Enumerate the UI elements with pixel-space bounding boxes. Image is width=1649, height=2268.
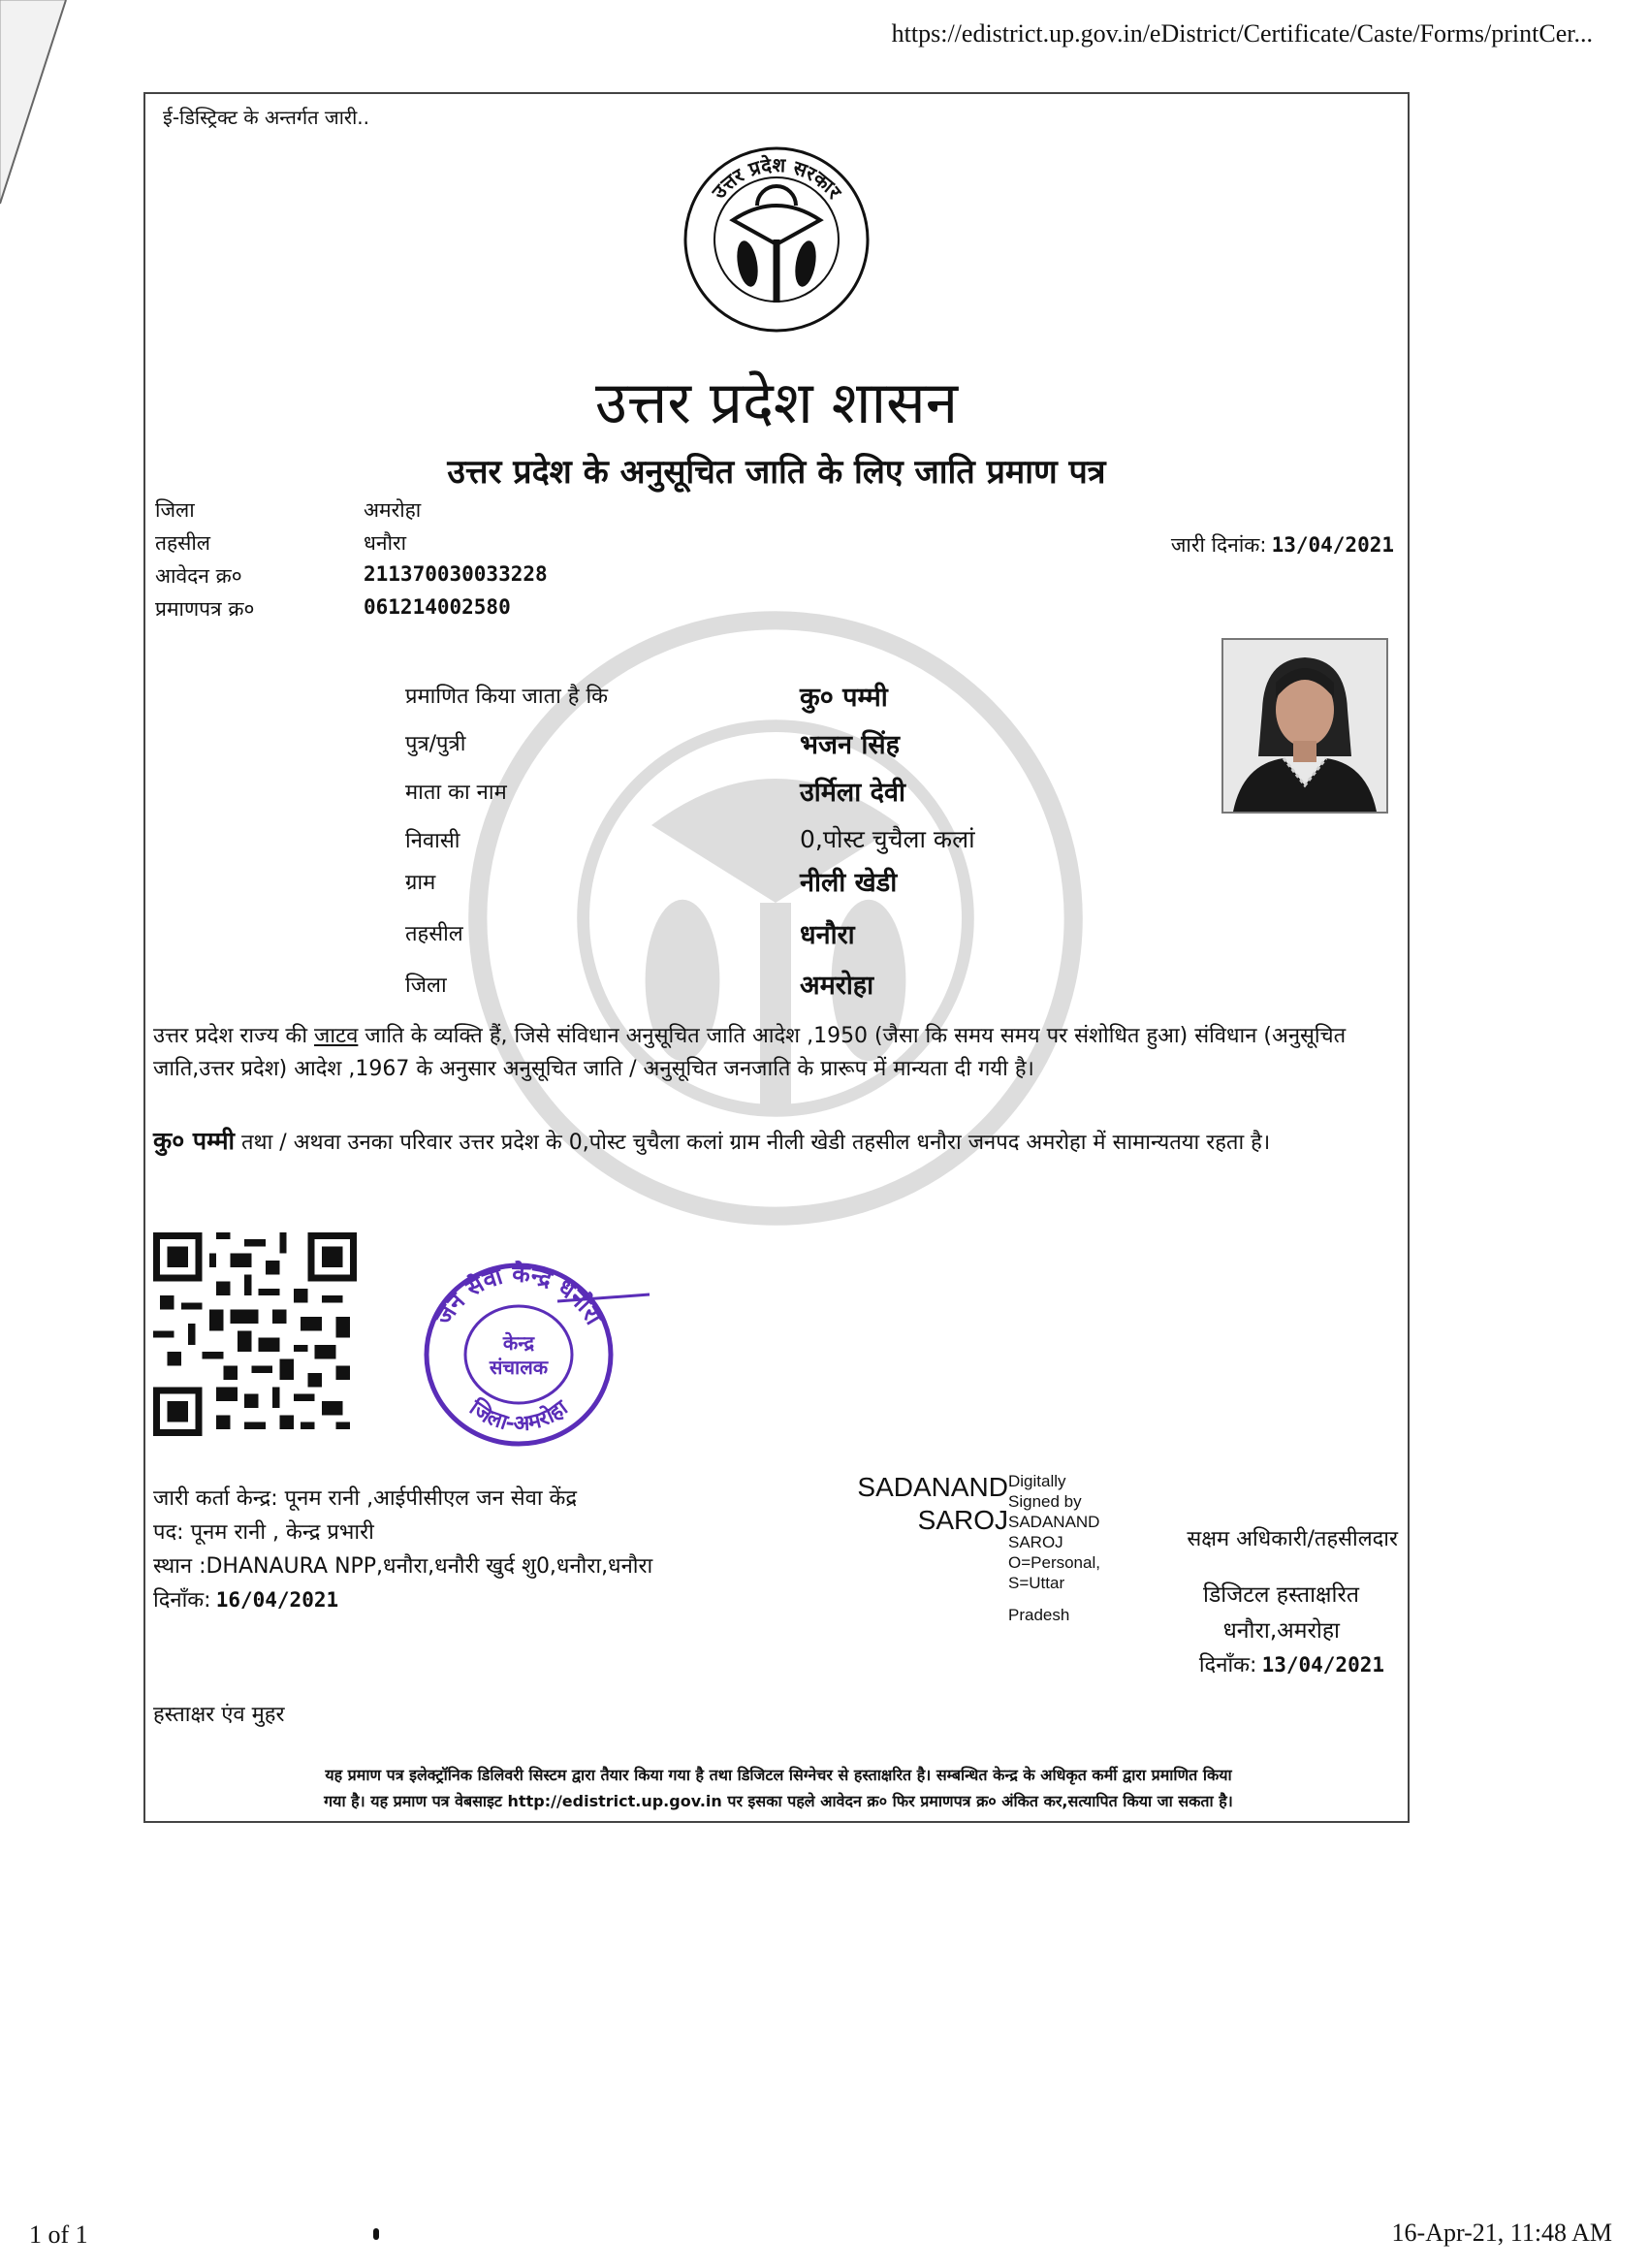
authority-place: धनौरा,अमरोहा <box>1222 1618 1340 1644</box>
tehsil-value: धनौरा <box>364 531 407 555</box>
scan-speck <box>373 2228 379 2240</box>
tehsil-field-value: धनौरा <box>800 920 855 950</box>
caste-statement <box>153 1020 1394 1086</box>
sig-detail: SADANAND <box>1008 1513 1100 1531</box>
certificate-number-label: प्रमाणपत्र क्र० <box>155 597 255 621</box>
authority-title: सक्षम अधिकारी/तहसीलदार <box>1187 1527 1398 1551</box>
residence-statement-text: तथा / अथवा उनका परिवार उत्तर प्रदेश के 0,पोस्ट चुचैला कलां ग्राम नीली खेडी तहसील धनौरा जनपद अमरोहा में सामान्यतया रहता है। <box>241 1131 1271 1155</box>
sig-detail: Signed by <box>1008 1492 1082 1511</box>
authority-digitally-signed: डिजिटल हस्ताक्षरित <box>1203 1582 1359 1608</box>
caste-name: जाटव <box>314 1024 359 1048</box>
sig-detail: Digitally <box>1008 1472 1066 1490</box>
seal-top-text: जन सेवा केन्द्र धनौरा <box>429 1260 608 1329</box>
applicant-portrait-image <box>1223 640 1386 812</box>
certificate-title: उत्तर प्रदेश के अनुसूचित जाति के लिए जाति प्रमाण पत्र <box>447 453 1106 492</box>
district-label: जिला <box>155 498 195 522</box>
footnote-line1: यह प्रमाण पत्र इलेक्ट्रॉनिक डिलिवरी सिस्टम द्वारा तैयार किया गया है तथा डिजिटल सिग्नेचर से हस्ताक्षरित है। सम्बन्धित केन्द्र के अधिकृत कर्मी द्वारा प्रमाणित किया <box>325 1766 1232 1784</box>
browser-url: https://edistrict.up.gov.in/eDistrict/Certificate/Caste/Forms/printCer... <box>891 19 1593 48</box>
issuer-date-label: दिनाँक: <box>153 1588 211 1613</box>
application-label: आवेदन क्र० <box>155 564 242 588</box>
signer-name-line2: SAROJ <box>917 1505 1008 1535</box>
footnote-line2: गया है। यह प्रमाण पत्र वेबसाइट http://edistrict.up.gov.in पर इसका पहले आवेदन क्र० फिर प्रमाणपत्र क्र० अंकित कर,सत्यापित किया जा सकता है। <box>324 1792 1233 1810</box>
village-value: नीली खेडी <box>800 868 898 898</box>
scan-fold-mark <box>0 0 78 223</box>
certificate-number: 061214002580 <box>364 595 511 619</box>
sig-detail: O=Personal, <box>1008 1553 1100 1572</box>
seal-center-line1: केन्द्र <box>502 1331 535 1355</box>
digital-signature-name <box>824 1471 1008 1537</box>
up-government-emblem <box>680 143 873 336</box>
issuing-center: जारी कर्ता केन्द्र: पूनम रानी ,आईपीसीएल जन सेवा केंद्र <box>153 1486 578 1511</box>
field-label-village: ग्राम <box>405 871 436 895</box>
tehsil-label: तहसील <box>155 531 210 555</box>
district-field-value: अमरोहा <box>800 971 874 1001</box>
svg-text:जन सेवा केन्द्र धनौरा <box>429 1261 608 1330</box>
resident-address: 0,पोस्ट चुचैला कलां <box>800 825 975 853</box>
father-name: भजन सिंह <box>800 730 900 760</box>
sig-detail: Pradesh <box>1008 1606 1070 1624</box>
residence-statement <box>153 1125 1394 1160</box>
verification-footnote <box>155 1762 1402 1814</box>
jan-seva-kendra-seal <box>412 1248 654 1461</box>
page-indicator: 1 of 1 <box>29 2220 88 2249</box>
mother-name: उर्मिला देवी <box>800 778 905 808</box>
authority-date-value: 13/04/2021 <box>1261 1653 1384 1677</box>
issue-date <box>1171 531 1394 559</box>
signer-name-line1: SADANAND <box>857 1472 1008 1502</box>
issued-under-text: ई-डिस्ट्रिक्ट के अन्तर्गत जारी.. <box>163 106 369 129</box>
district-value: अमरोहा <box>364 498 422 522</box>
field-label-district: जिला <box>405 974 447 998</box>
field-label-mother: माता का नाम <box>405 781 507 805</box>
caste-statement-pre: उत्तर प्रदेश राज्य की <box>153 1024 308 1048</box>
field-label-parent: पुत्र/पुत्री <box>405 732 466 756</box>
issue-date-label: जारी दिनांक: <box>1170 533 1267 557</box>
caste-statement-post: जाति के व्यक्ति हैं, जिसे संविधान अनुसूचित जाति आदेश ,1950 (जैसा कि समय समय पर संशोधित हुआ) संविधान (अनुसूचित जाति,उत्तर प्रदेश) आदेश ,1967 के अनुसार अनुसूचित जाति / अनुसूचित जनजाति के प्रारूप में मान्यता दी गयी है। <box>153 1024 1347 1081</box>
applicant-name: कु० पम्मी <box>800 683 888 713</box>
issuer-post: पद: पूनम रानी , केन्द्र प्रभारी <box>153 1520 374 1545</box>
sig-detail: S=Uttar <box>1008 1574 1065 1592</box>
seal-center-line2: संचालक <box>489 1356 549 1379</box>
authority-date <box>1199 1649 1384 1678</box>
emblem-text: उत्तर प्रदेश सरकार <box>707 152 846 204</box>
government-title: उत्तर प्रदेश शासन <box>594 369 959 437</box>
issue-date-value: 13/04/2021 <box>1271 533 1394 557</box>
residence-applicant-name: कु० पम्मी <box>153 1127 236 1155</box>
seal-bottom-text: जिला-अमरोहा <box>464 1395 573 1437</box>
field-label-tehsil: तहसील <box>405 922 463 946</box>
qr-code <box>153 1232 357 1436</box>
certificate-frame <box>143 92 1410 1823</box>
issuer-date <box>153 1584 338 1613</box>
application-number: 211370030033228 <box>364 562 548 586</box>
field-label-certified: प्रमाणित किया जाता है कि <box>405 685 609 709</box>
print-timestamp: 16-Apr-21, 11:48 AM <box>1391 2219 1612 2247</box>
authority-date-label: दिनाँक: <box>1198 1653 1257 1677</box>
applicant-photo <box>1221 638 1388 814</box>
issuer-place: स्थान :DHANAURA NPP,धनौरा,धनौरी खुर्द शु0,धनौरा,धनौरा <box>153 1554 653 1579</box>
digital-signature-details <box>1008 1471 1100 1625</box>
field-label-resident: निवासी <box>405 829 460 853</box>
svg-text:जिला-अमरोहा <box>464 1393 574 1436</box>
signature-and-seal-label: हस्ताक्षर एंव मुहर <box>153 1703 285 1727</box>
issuer-date-value: 16/04/2021 <box>215 1588 339 1612</box>
sig-detail: SAROJ <box>1008 1533 1063 1551</box>
